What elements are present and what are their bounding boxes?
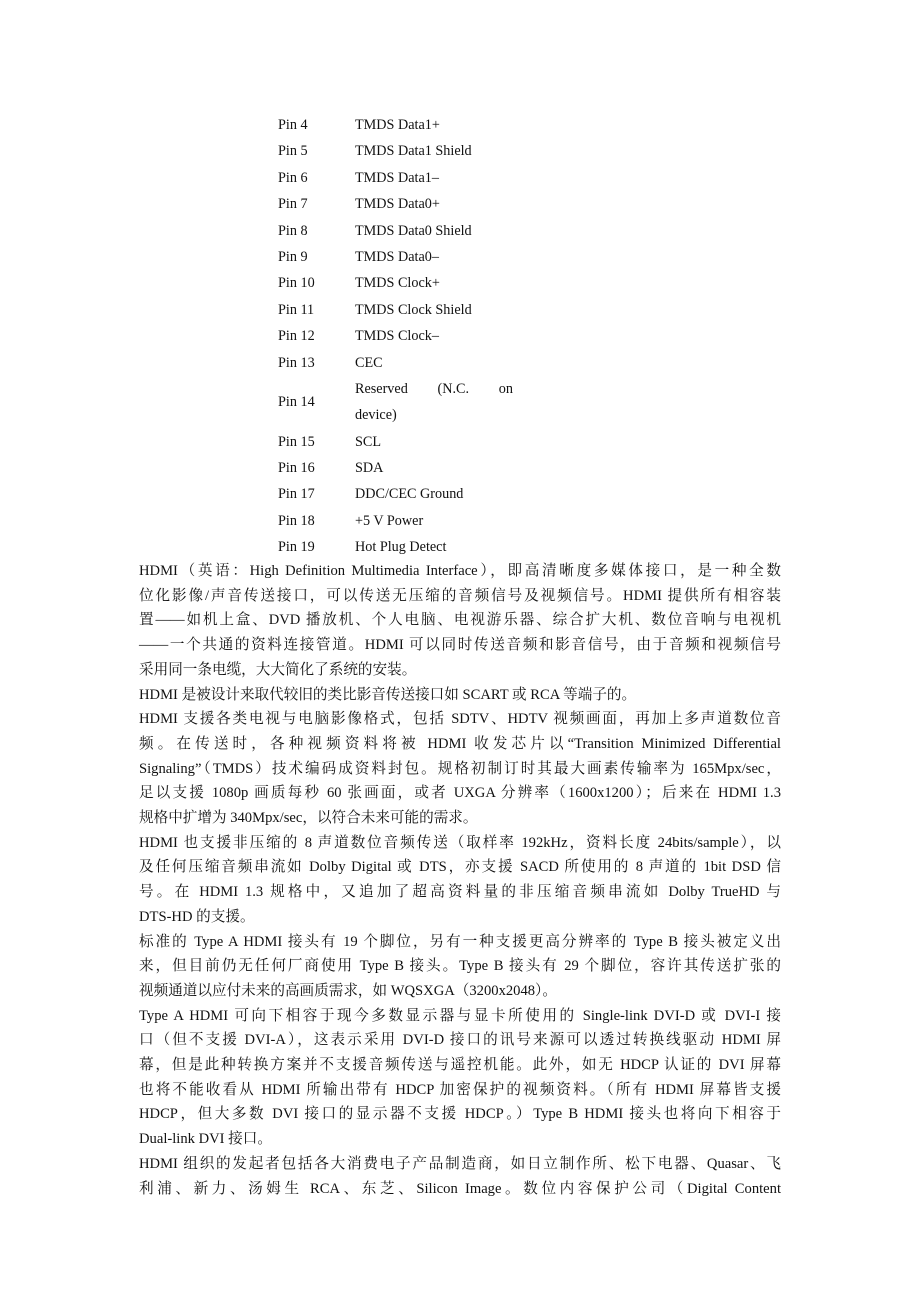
- pin-signal: TMDS Data1–: [355, 169, 439, 186]
- paragraph-line: 位化影像/声音传送接口，可以传送无压缩的音频信号及视频信号。HDMI 提供所有相容装: [139, 587, 781, 604]
- pin-signal: Hot Plug Detect: [355, 539, 447, 556]
- pin-signal-line: Reserved (N.C. on: [355, 380, 513, 397]
- pin-signal: CEC: [355, 354, 383, 371]
- pin-signal: TMDS Clock+: [355, 275, 440, 292]
- pin-row: [278, 218, 578, 244]
- paragraph-line: DTS-HD 的支援。: [139, 908, 255, 925]
- paragraph-line: 利浦、新力、汤姆生 RCA、东芝、Silicon Image。数位内容保护公司（Digital Content: [139, 1180, 781, 1197]
- pin-number: Pin 19: [278, 539, 315, 556]
- pin-number: Pin 13: [278, 354, 315, 371]
- pin-row: [278, 455, 578, 481]
- pin-number: Pin 5: [278, 143, 308, 160]
- paragraph: [139, 930, 781, 1004]
- pin-row: [278, 429, 578, 455]
- pin-number: Pin 11: [278, 301, 315, 318]
- paragraph-line: 标准的 Type A HDMI 接头有 19 个脚位，另有一种支援更高分辨率的 Type B 接头被定义出: [139, 933, 781, 950]
- pin-assignment-table: [278, 112, 578, 561]
- pin-signal: SCL: [355, 433, 382, 450]
- pin-signal: TMDS Data0 Shield: [355, 222, 472, 239]
- pin-row: [278, 350, 578, 376]
- paragraph-line: 来，但目前仍无任何厂商使用 Type B 接头。Type B 接头有 29 个脚位，容许其传送扩张的: [139, 958, 781, 975]
- paragraph-line: HDCP，但大多数 DVI 接口的显示器不支援 HDCP。）Type B HDMI 接头也将向下相容于: [139, 1106, 781, 1123]
- pin-signal: TMDS Clock Shield: [355, 301, 472, 318]
- pin-signal-line: device): [355, 406, 397, 423]
- pin-signal: SDA: [355, 460, 384, 477]
- paragraph-line: Signaling”（TMDS）技术编码成资料封包。规格初制订时其最大画素传输率为 165Mpx/sec，: [139, 760, 781, 777]
- paragraph: [139, 831, 781, 930]
- pin-signal: TMDS Data0–: [355, 248, 439, 265]
- paragraph-line: HDMI（英语：High Definition Multimedia Interface），即高清晰度多媒体接口，是一种全数: [139, 563, 781, 579]
- paragraph-line: 号。在 HDMI 1.3 规格中，又追加了超高资料量的非压缩音频串流如 Dolby TrueHD 与: [139, 884, 781, 901]
- paragraph: [139, 707, 781, 831]
- pin-row: [278, 508, 578, 534]
- pin-signal: DDC/CEC Ground: [355, 486, 464, 503]
- pin-number: Pin 14: [278, 393, 315, 410]
- pin-number: Pin 9: [278, 248, 308, 265]
- paragraph: [139, 559, 781, 683]
- paragraph-line: HDMI 支援各类电视与电脑影像格式，包括 SDTV、HDTV 视频画面，再加上多声道数位音: [139, 711, 781, 728]
- paragraph-line: 规格中扩增为 340Mpx/sec，以符合未来可能的需求。: [139, 810, 478, 827]
- paragraph-line: Dual-link DVI 接口。: [139, 1131, 272, 1148]
- paragraph-line: 幕，但是此种转换方案并不支援音频传送与遥控机能。此外，如无 HDCP 认证的 DVI 屏幕: [139, 1057, 781, 1074]
- paragraph-line: 足以支援 1080p 画质每秒 60 张画面，或者 UXGA 分辨率（1600x1200）；后来在 HDMI 1.3: [139, 785, 781, 802]
- pin-row: [278, 376, 578, 429]
- pin-row: [278, 270, 578, 296]
- paragraph-line: 视频通道以应付未来的高画质需求，如 WQSXGA（3200x2048）。: [139, 982, 557, 999]
- paragraph: [139, 1004, 781, 1152]
- paragraph: [139, 683, 781, 708]
- pin-number: Pin 16: [278, 460, 315, 477]
- paragraph-line: 频。在传送时，各种视频资料将被 HDMI 收发芯片以“Transition Minimized Differential: [139, 735, 781, 752]
- pin-number: Pin 8: [278, 222, 308, 239]
- pin-row: [278, 534, 578, 560]
- paragraph-line: 也将不能收看从 HDMI 所输出带有 HDCP 加密保护的视频资料。（所有 HDMI 屏幕皆支援: [139, 1081, 781, 1098]
- paragraph-line: HDMI 也支援非压缩的 8 声道数位音频传送（取样率 192kHz，资料长度 24bits/sample），以: [139, 834, 781, 851]
- pin-number: Pin 6: [278, 169, 308, 186]
- paragraph-line: 采用同一条电缆，大大简化了系统的安装。: [139, 661, 417, 678]
- pin-signal: TMDS Data1 Shield: [355, 143, 472, 160]
- pin-number: Pin 15: [278, 433, 315, 450]
- pin-signal: [355, 376, 513, 428]
- pin-number: Pin 18: [278, 512, 315, 529]
- pin-signal: +5 V Power: [355, 512, 424, 529]
- pin-row: [278, 112, 578, 138]
- pin-number: Pin 12: [278, 328, 315, 345]
- pin-number: Pin 4: [278, 117, 308, 133]
- pin-number: Pin 10: [278, 275, 315, 292]
- pin-row: [278, 244, 578, 270]
- paragraph-line: HDMI 是被设计来取代较旧的类比影音传送接口如 SCART 或 RCA 等端子的。: [139, 686, 637, 703]
- pin-row: [278, 165, 578, 191]
- pin-signal: TMDS Data1+: [355, 117, 440, 133]
- pin-row: [278, 323, 578, 349]
- pin-signal: TMDS Clock–: [355, 328, 439, 345]
- pin-signal: TMDS Data0+: [355, 196, 440, 213]
- pin-row: [278, 138, 578, 164]
- pin-row: [278, 297, 578, 323]
- paragraph-line: 置——如机上盒、DVD 播放机、个人电脑、电视游乐器、综合扩大机、数位音响与电视机: [139, 612, 781, 629]
- paragraph-line: Type A HDMI 可向下相容于现今多数显示器与显卡所使用的 Single-link DVI-D 或 DVI-I 接: [139, 1007, 781, 1024]
- pin-number: Pin 7: [278, 196, 308, 213]
- paragraph-line: 口（但不支援 DVI-A），这表示采用 DVI-D 接口的讯号来源可以透过转换线驱动 HDMI 屏: [139, 1032, 781, 1049]
- pin-row: [278, 191, 578, 217]
- pin-number: Pin 17: [278, 486, 315, 503]
- paragraph: [139, 1152, 781, 1201]
- body-text: [139, 559, 781, 1201]
- paragraph-line: HDMI 组织的发起者包括各大消费电子产品制造商，如日立制作所、松下电器、Quasar、飞: [139, 1155, 781, 1172]
- paragraph-line: ——一个共通的资料连接管道。HDMI 可以同时传送音频和影音信号，由于音频和视频信号: [139, 637, 781, 654]
- pin-row: [278, 481, 578, 507]
- paragraph-line: 及任何压缩音频串流如 Dolby Digital 或 DTS，亦支援 SACD 所使用的 8 声道的 1bit DSD 信: [139, 859, 781, 876]
